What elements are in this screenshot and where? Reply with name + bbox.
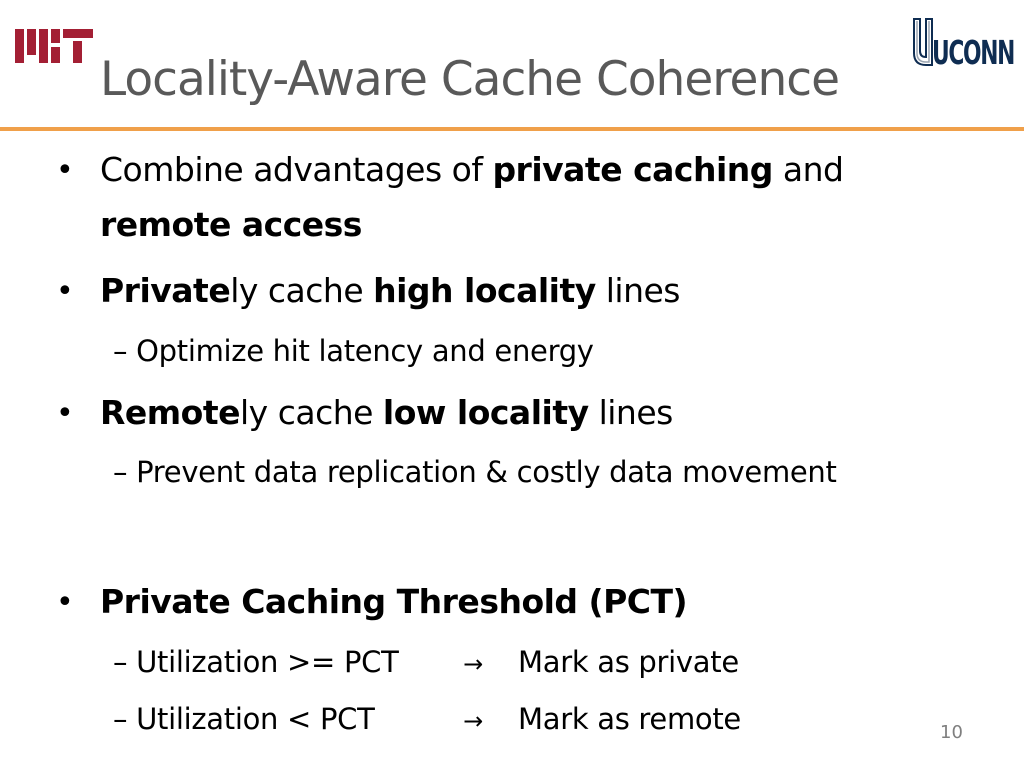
sub-1-condition: – Utilization >= PCT (113, 645, 399, 679)
bullet-1-line-2 (100, 205, 362, 244)
uconn-logo (912, 17, 1016, 69)
right-arrow-icon: → (463, 707, 483, 735)
bullet-3 (100, 393, 673, 432)
bullet-1-bold: private caching (492, 150, 773, 189)
bullet-2-bold-1: Private (100, 271, 231, 310)
bullet-4-bold: Private Caching Threshold (PCT) (100, 582, 688, 621)
page-number: 10 (940, 722, 963, 743)
title-underline-rule (0, 127, 1024, 131)
bullet-dot: • (56, 153, 74, 188)
bullet-3-text-2: lines (588, 393, 673, 432)
right-arrow-icon: → (463, 650, 483, 678)
mit-logo-text: MIT (15, 19, 17, 20)
bullet-dot: • (56, 274, 74, 309)
slide-title: Locality-Aware Cache Coherence (100, 52, 839, 107)
bullet-2-bold-2: high locality (373, 271, 596, 310)
bullet-3-text-1: ly cache (240, 393, 383, 432)
sub-1-result: Mark as private (518, 645, 739, 679)
bullet-dot: • (56, 585, 74, 620)
bullet-dot: • (56, 396, 74, 431)
bullet-2-sub: – Optimize hit latency and energy (113, 334, 594, 368)
bullet-4-sub-1 (113, 645, 739, 679)
bullet-1-text-end: and (772, 150, 844, 189)
bullet-3-sub: – Prevent data replication & costly data movement (113, 455, 837, 489)
bullet-3-bold-2: low locality (382, 393, 589, 432)
uconn-logo-text: UCONN (932, 33, 1014, 69)
sub-2-result: Mark as remote (518, 702, 741, 736)
bullet-2-text-2: lines (595, 271, 681, 310)
bullet-2 (100, 271, 680, 310)
bullet-3-bold-1: Remote (100, 393, 241, 432)
sub-2-condition: – Utilization < PCT (113, 702, 375, 736)
bullet-4 (100, 582, 687, 621)
mit-logo (15, 19, 95, 65)
bullet-2-text-1: ly cache (230, 271, 374, 310)
bullet-4-sub-2 (113, 702, 741, 736)
bullet-1-line-1 (100, 150, 843, 189)
bullet-1-text: Combine advantages of (100, 150, 493, 189)
bullet-1-bold-2: remote access (100, 205, 362, 244)
